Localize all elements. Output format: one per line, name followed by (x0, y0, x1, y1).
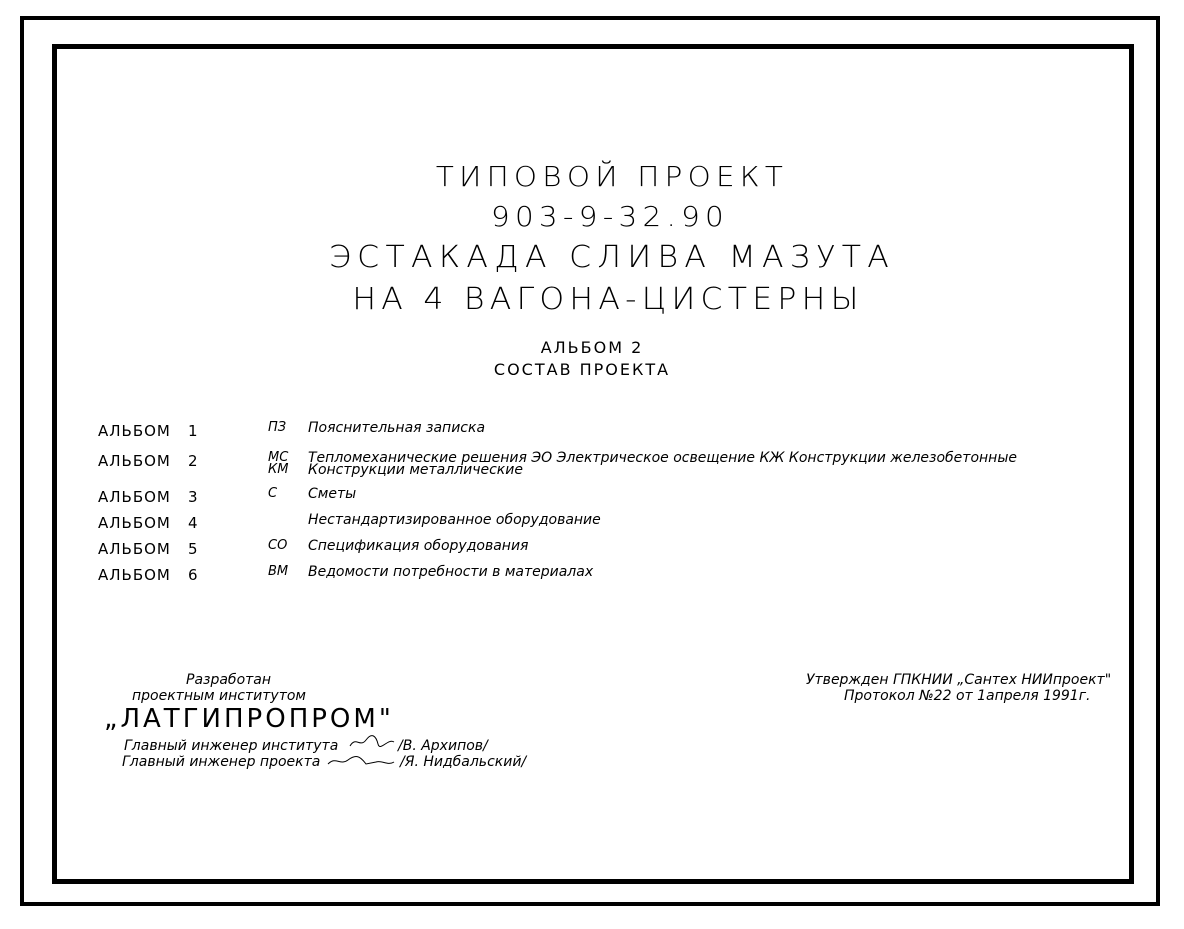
album-code: МС КМ (268, 450, 289, 477)
album-name: АЛЬБОМ (98, 514, 171, 532)
album-name: АЛЬБОМ (98, 422, 171, 440)
album-code: ВМ (268, 564, 289, 579)
album-num: 3 (188, 488, 198, 506)
chief-project-title: Главный инженер проекта (122, 754, 321, 770)
album-num: 6 (188, 566, 198, 584)
album-name: АЛЬБОМ (98, 540, 171, 558)
album-desc: Пояснительная записка (308, 420, 486, 436)
album-desc: Спецификация оборудования (308, 538, 529, 554)
signature-nidbalsky (326, 752, 396, 768)
chief-institute-name: /В. Архипов/ (398, 738, 488, 754)
album-num: 5 (188, 540, 198, 558)
album-code: СО (268, 538, 288, 553)
album-desc: Ведомости потребности в материалах (308, 564, 594, 580)
title-line-1: ТИПОВОЙ ПРОЕКТ (435, 160, 789, 193)
album-desc: Сметы (308, 486, 357, 502)
album-code: С (268, 486, 278, 501)
chief-project-name: /Я. Нидбальский/ (400, 754, 527, 770)
chief-institute-title: Главный инженер института (124, 738, 339, 754)
album-name: АЛЬБОМ (98, 452, 171, 470)
album-name: АЛЬБОМ (98, 566, 171, 584)
album-name: АЛЬБОМ (98, 488, 171, 506)
album-num: 4 (188, 514, 198, 532)
project-number: 903-9-32.90 (491, 200, 729, 233)
album-number: АЛЬБОМ 2 (540, 338, 644, 357)
album-desc: Тепломеханические решения ЭО Электрическое освещение КЖ Конструкции железобетонные Конструкции металлические (308, 450, 1017, 478)
developed-by-label: Разработан (186, 672, 272, 688)
album-desc: Нестандартизированное оборудование (308, 512, 601, 528)
title-line-4: НА 4 ВАГОНА-ЦИСТЕРНЫ (352, 282, 864, 317)
institute-name: „ЛАТГИПРОПРОМ" (104, 704, 394, 734)
album-code: ПЗ (268, 420, 287, 435)
album-subtitle: СОСТАВ ПРОЕКТА (493, 360, 671, 379)
album-num: 2 (188, 452, 198, 470)
developed-by-institute-label: проектным институтом (132, 688, 306, 704)
signature-arkhipov (348, 734, 398, 750)
approved-by: Утвержден ГПКНИИ „Сантех НИИпроект" (806, 672, 1112, 688)
title-line-3: ЭСТАКАДА СЛИВА МАЗУТА (328, 240, 896, 275)
protocol-info: Протокол №22 от 1апреля 1991г. (844, 688, 1091, 704)
album-num: 1 (188, 422, 198, 440)
